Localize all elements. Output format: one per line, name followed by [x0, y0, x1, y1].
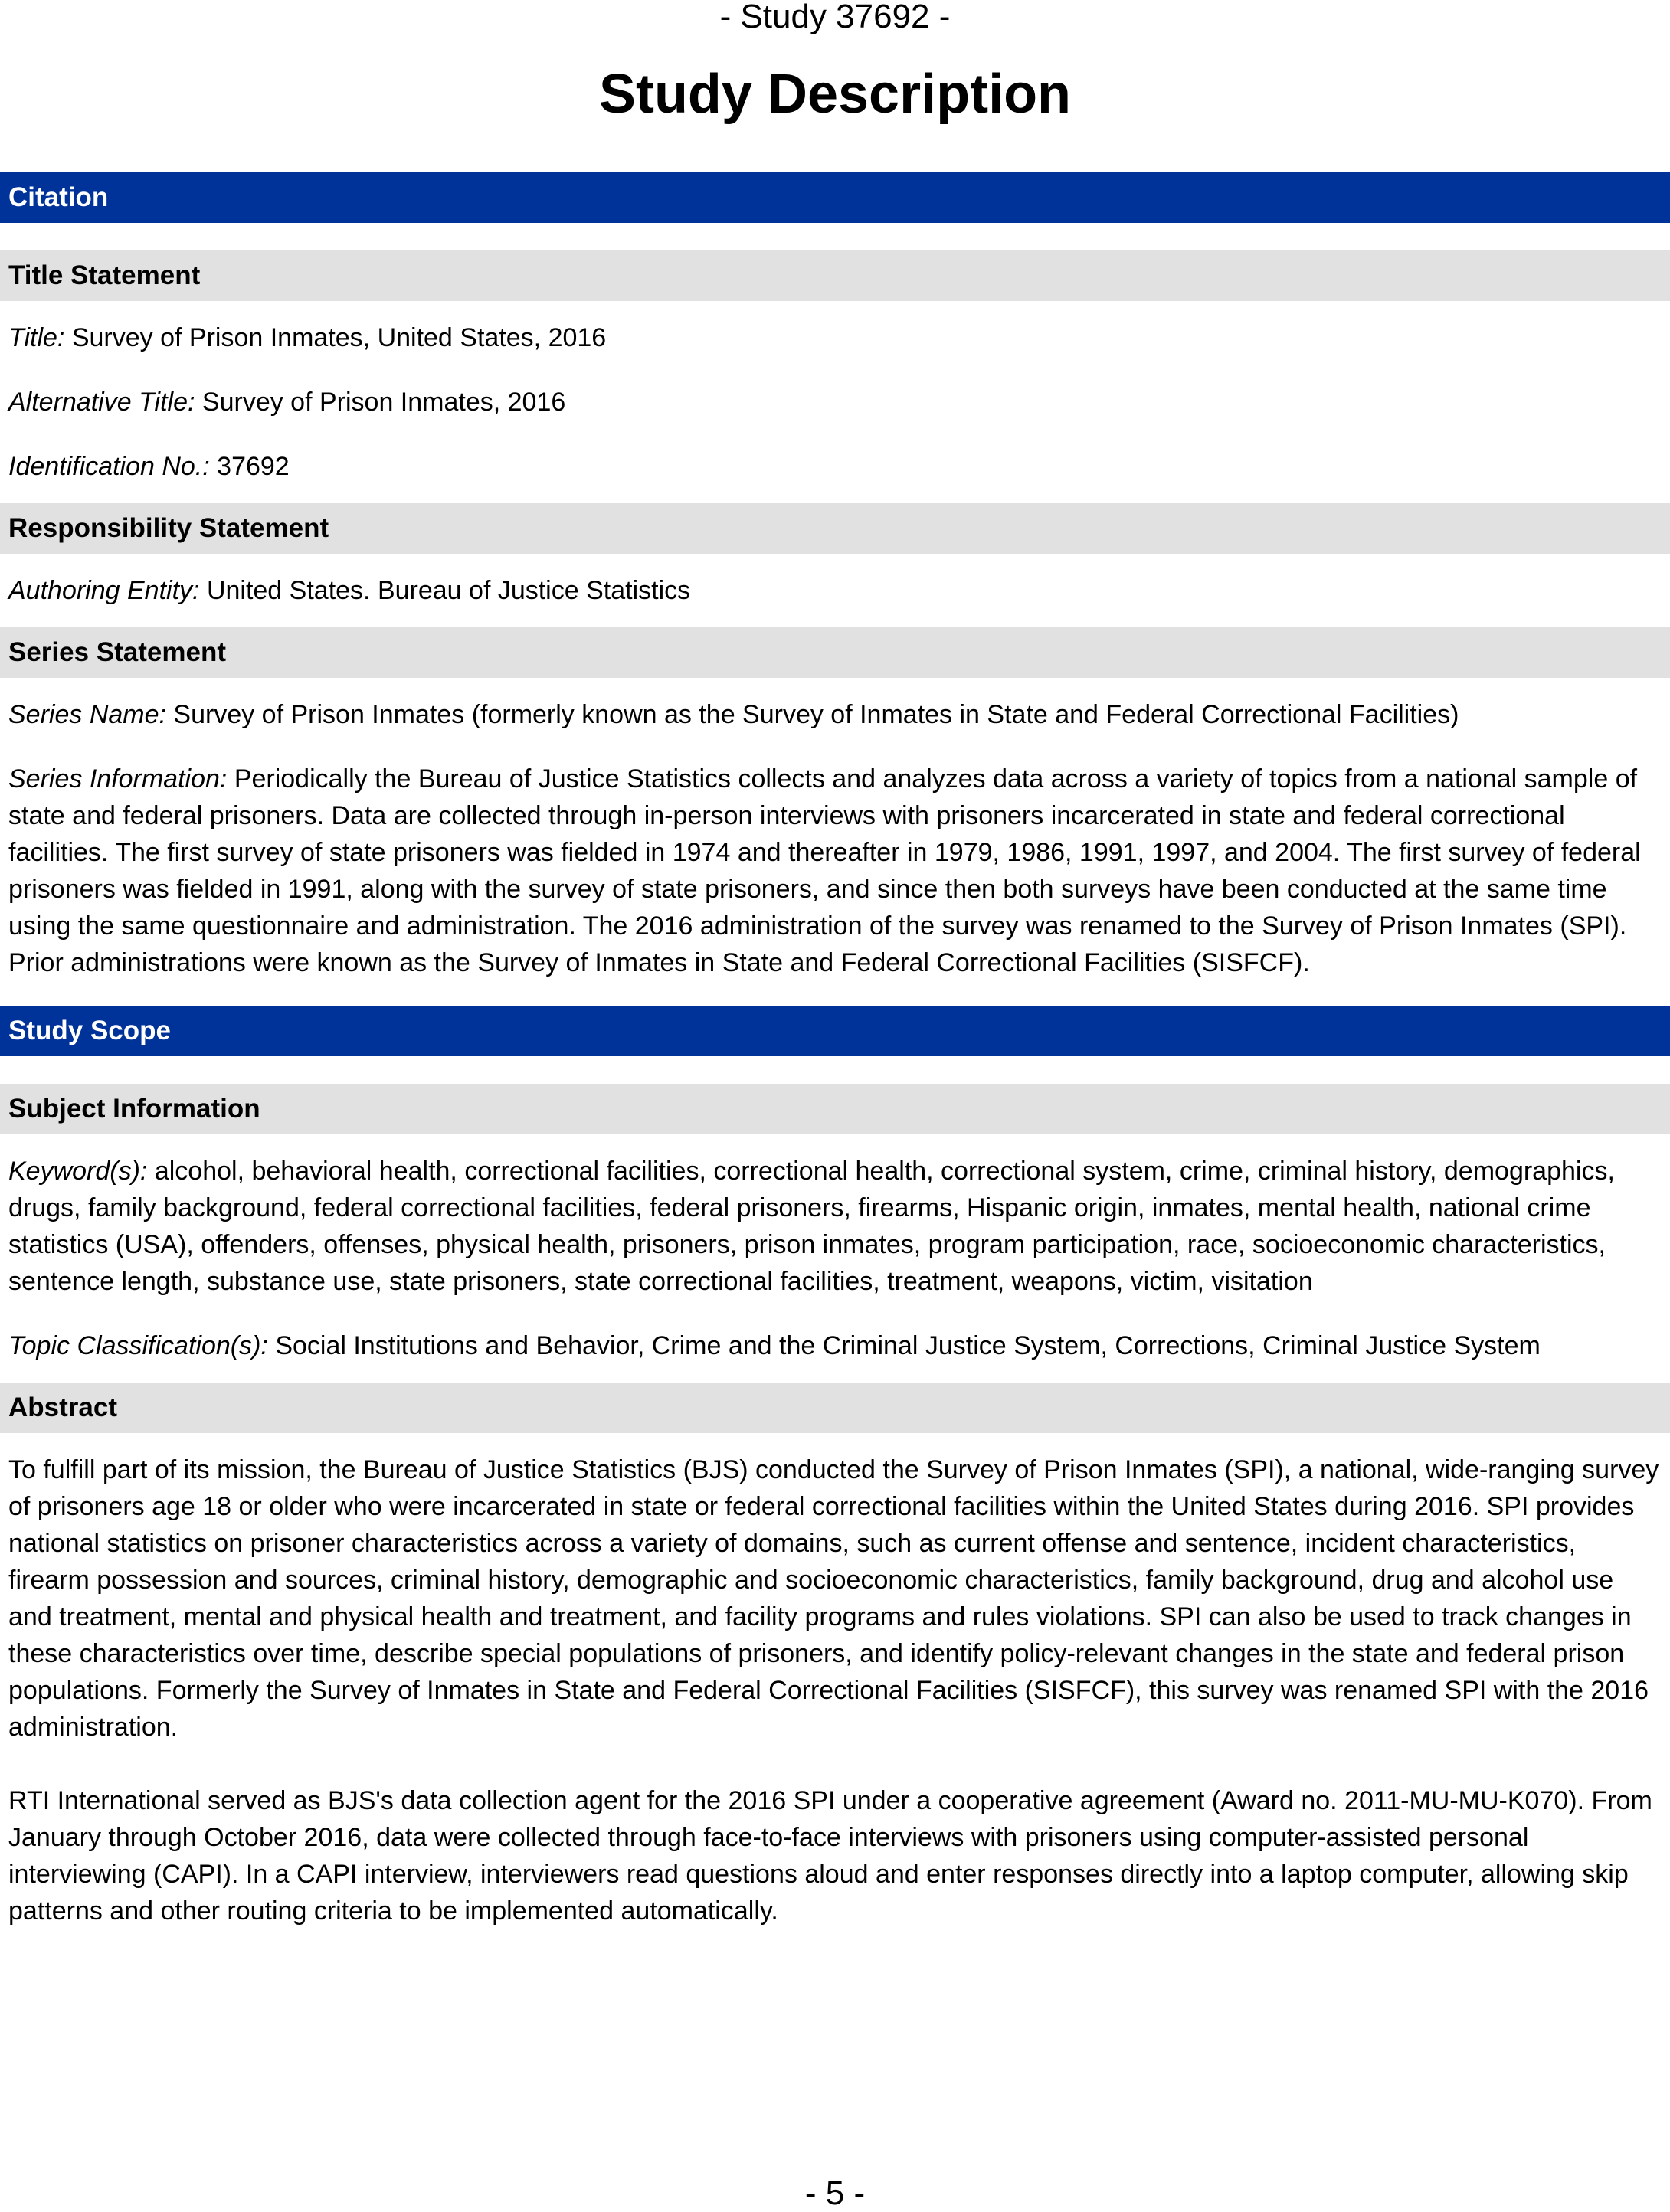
field-series-information — [0, 761, 1670, 981]
field-label: Series Information: — [8, 764, 228, 794]
subsection-heading-abstract: Abstract — [0, 1382, 1670, 1433]
field-value: 37692 — [217, 452, 290, 481]
field-topic-classifications — [0, 1327, 1670, 1364]
field-label: Alternative Title: — [8, 388, 195, 417]
field-value: Survey of Prison Inmates (formerly known as the Survey of Inmates in State and Federal Correctional Facilities) — [173, 700, 1459, 729]
field-label: Series Name: — [8, 700, 166, 729]
page-number: - 5 - — [804, 2174, 866, 2212]
field-value: Social Institutions and Behavior, Crime and the Criminal Justice System, Corrections, Criminal Justice System — [275, 1331, 1541, 1360]
field-keywords — [0, 1153, 1670, 1300]
field-label: Identification No.: — [8, 452, 210, 481]
page-title: Study Description — [598, 64, 1072, 125]
section-heading-study-scope: Study Scope — [0, 1006, 1670, 1056]
subsection-heading-responsibility-statement: Responsibility Statement — [0, 503, 1670, 554]
field-authoring-entity — [0, 572, 1670, 609]
field-value: alcohol, behavioral health, correctional facilities, correctional health, correctional system, crime, criminal history, demographics, drugs, family background, federal correctional facilities, federal prisoners, firearms, Hispanic origin, inmates, mental health, national crime statistics (USA), offenders, offenses, physical health, prisoners, prison inmates, program participation, race, socioeconomic characteristics, sentence length, substance use, state prisoners, state correctional facilities, treatment, weapons, victim, visitation — [8, 1157, 1615, 1296]
field-label: Topic Classification(s): — [8, 1331, 268, 1360]
section-heading-citation: Citation — [0, 172, 1670, 223]
field-title — [0, 319, 1670, 356]
abstract-paragraph-2: RTI International served as BJS's data collection agent for the 2016 SPI under a cooperative agreement (Award no. 2011-MU-MU-K070). From January through October 2016, data were collected through face-to-face interviews with prisoners using computer-assisted personal interviewing (CAPI). In a CAPI interview, interviewers read questions aloud and enter responses directly into a laptop computer, allowing skip patterns and other routing criteria to be implemented automatically. — [8, 1786, 1652, 1926]
field-label: Title: — [8, 323, 65, 352]
field-alternative-title — [0, 384, 1670, 420]
field-value: Survey of Prison Inmates, United States, 2016 — [71, 323, 607, 352]
study-number: - Study 37692 - — [719, 0, 951, 35]
field-label: Authoring Entity: — [8, 576, 200, 605]
field-series-name — [0, 696, 1670, 733]
subsection-heading-series-statement: Series Statement — [0, 627, 1670, 678]
subsection-heading-subject-information: Subject Information — [0, 1084, 1670, 1134]
subsection-heading-title-statement: Title Statement — [0, 250, 1670, 301]
study-description-content — [0, 172, 1670, 1957]
abstract-paragraph-1: To fulfill part of its mission, the Bureau of Justice Statistics (BJS) conducted the Survey of Prison Inmates (SPI), a national, wide-ranging survey of prisoners age 18 or older who were incarcerated in state or federal correctional facilities within the United States during 2016. SPI provides national statistics on prisoner characteristics across a variety of domains, such as current offense and sentence, incident characteristics, firearm possession and sources, criminal history, demographic and socioeconomic characteristics, family background, drug and alcohol use and treatment, mental and physical health and treatment, and facility programs and rules violations. SPI can also be used to track changes in these characteristics over time, describe special populations of prisoners, and identify policy-relevant changes in the state and federal prison populations. Formerly the Survey of Inmates in State and Federal Correctional Facilities (SISFCF), this survey was renamed SPI with the 2016 administration. — [8, 1455, 1659, 1742]
field-identification-no — [0, 448, 1670, 485]
field-label: Keyword(s): — [8, 1157, 148, 1186]
field-value: United States. Bureau of Justice Statistics — [206, 576, 691, 605]
field-value: Survey of Prison Inmates, 2016 — [201, 388, 566, 417]
field-value: Periodically the Bureau of Justice Statistics collects and analyzes data across a variety of topics from a national sample of state and federal prisoners. Data are collected through in-person interviews with prisoners incarcerated in state and federal correctional facilities. The first survey of state prisoners was fielded in 1974 and thereafter in 1979, 1986, 1991, 1997, and 2004. The first survey of federal prisoners was fielded in 1991, along with the survey of state prisoners, and since then both surveys have been conducted at the same time using the same questionnaire and administration. The 2016 administration of the survey was renamed to the Survey of Prison Inmates (SPI). Prior administrations were known as the Survey of Inmates in State and Federal Correctional Facilities (SISFCF). — [8, 764, 1641, 977]
